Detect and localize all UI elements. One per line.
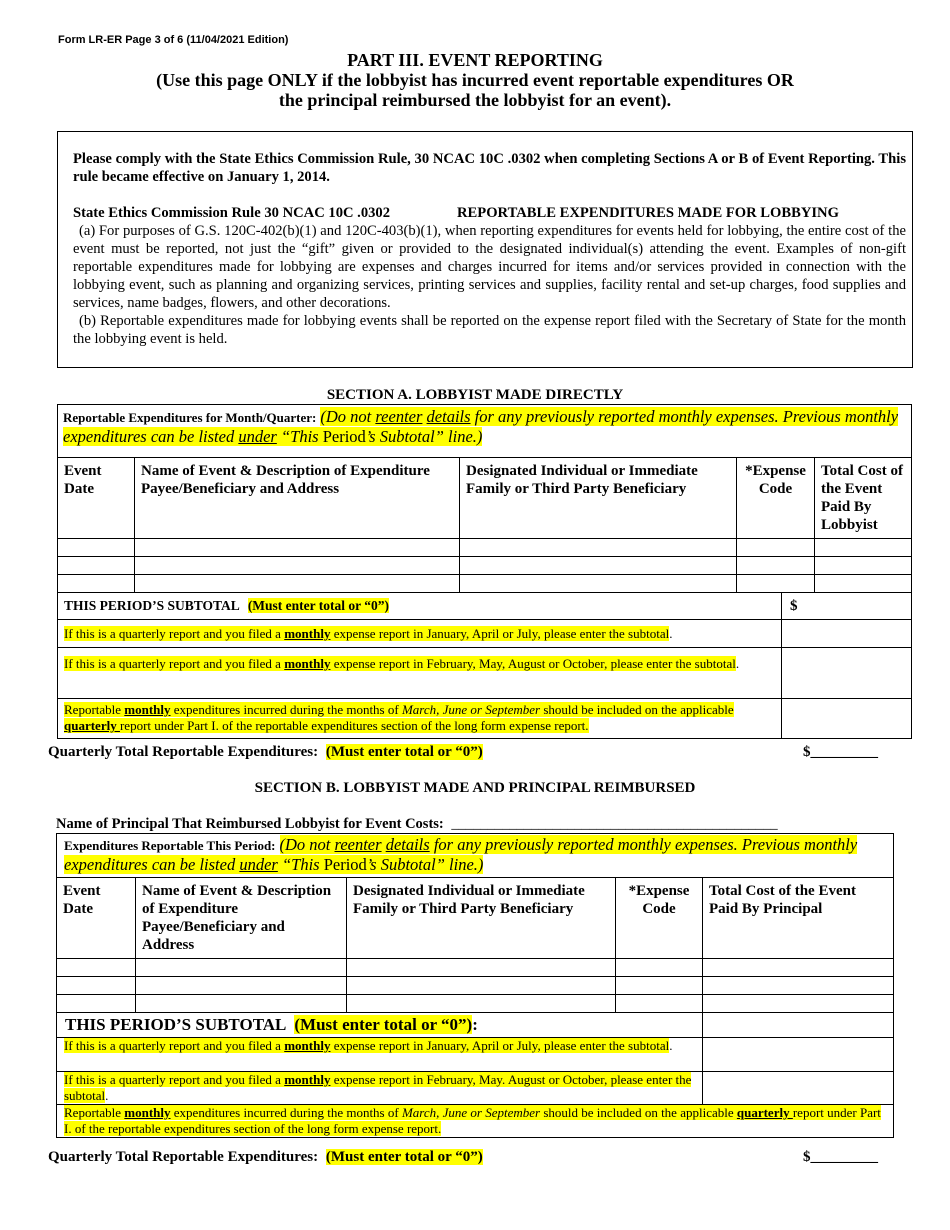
section-a-quarterly-blank[interactable]: $_________ xyxy=(803,744,878,760)
col-total-cost-lobbyist: Total Cost of the Event Paid By Lobbyist xyxy=(815,458,912,539)
section-b-period-label: Expenditures Reportable This Period: xyxy=(64,838,276,853)
q3-part: expenditures incurred during the months of xyxy=(170,702,402,717)
note-part: “This xyxy=(277,855,324,874)
note-subtotal: Subtotal xyxy=(379,427,435,446)
entry-cell[interactable] xyxy=(737,539,815,557)
q1-text xyxy=(64,1038,669,1053)
entry-cell[interactable] xyxy=(616,959,703,977)
q3-text xyxy=(64,1105,881,1136)
col-designated-individual: Designated Individual or Immediate Family or Third Party Beneficiary xyxy=(460,458,737,539)
entry-cell[interactable] xyxy=(347,959,616,977)
quarterly-must-note: (Must enter total or “0”) xyxy=(325,744,483,760)
entry-cell[interactable] xyxy=(815,557,912,575)
q3-part: report under Part I. of the reportable expenditures section of the long form expense report. xyxy=(119,718,589,733)
entry-cell[interactable] xyxy=(737,557,815,575)
entry-cell[interactable] xyxy=(136,959,347,977)
note-part: ” line.) xyxy=(435,855,484,874)
q2-pre: If this is a quarterly report and you filed a xyxy=(64,656,285,671)
q1-end: . xyxy=(669,625,673,641)
entry-cell[interactable] xyxy=(57,995,136,1013)
note-part: for any previously reported monthly expenses. Previous monthly expenditures can be listed xyxy=(63,407,899,446)
section-a-period-cell xyxy=(58,405,912,458)
col-expense-code: *Expense Code xyxy=(616,878,703,959)
principal-label: Name of Principal That Reimbursed Lobbyist for Event Costs: xyxy=(56,816,444,832)
col-total-cost-principal: Total Cost of the Event Paid By Principal xyxy=(703,878,894,959)
section-a-subtotal-input[interactable] xyxy=(782,593,912,620)
q3-part: Reportable xyxy=(64,1105,125,1120)
section-a-quarterly-total xyxy=(48,744,483,761)
section-b-q1-row xyxy=(57,1038,703,1072)
note-period: Period xyxy=(322,427,366,446)
q3-part: should be included on the applicable xyxy=(540,1105,737,1120)
note-part: ’s xyxy=(365,427,380,446)
rule-heading xyxy=(73,204,906,222)
entry-cell[interactable] xyxy=(616,995,703,1013)
section-b-title: SECTION B. LOBBYIST MADE AND PRINCIPAL REIMBURSED xyxy=(254,780,696,796)
section-b-subtotal-input[interactable] xyxy=(703,1013,894,1038)
note-period: Period xyxy=(323,855,367,874)
title-line-1: PART III. EVENT REPORTING xyxy=(347,50,603,70)
section-b-subtotal-row xyxy=(57,1013,703,1038)
note-reenter: reenter xyxy=(334,835,382,854)
col-designated-individual: Designated Individual or Immediate Family or Third Party Beneficiary xyxy=(347,878,616,959)
entry-cell[interactable] xyxy=(136,977,347,995)
section-b-q2-row xyxy=(57,1072,703,1105)
section-a-q2-row xyxy=(58,648,782,699)
section-b-period-cell xyxy=(57,834,894,878)
q2-text xyxy=(64,1072,691,1103)
entry-cell[interactable] xyxy=(58,557,135,575)
q1-text xyxy=(64,626,669,641)
q2-monthly: monthly xyxy=(284,1072,331,1087)
rule-subject: REPORTABLE EXPENDITURES MADE FOR LOBBYING xyxy=(457,205,839,221)
section-b-table xyxy=(56,833,894,1138)
q1-pre: If this is a quarterly report and you filed a xyxy=(64,1038,285,1053)
q1-monthly: monthly xyxy=(284,625,331,641)
note-reenter: reenter xyxy=(375,407,423,426)
q1-post: expense report in January, April or July, please enter the subtotal xyxy=(330,1038,670,1053)
q1-end: . xyxy=(669,1038,673,1053)
entry-cell[interactable] xyxy=(460,539,737,557)
principal-line xyxy=(56,816,778,833)
entry-cell[interactable] xyxy=(616,977,703,995)
section-a-table xyxy=(57,404,912,739)
q2-post: expense report in February, May. August or October, please enter the subtotal xyxy=(64,1072,692,1103)
section-a-q2-input[interactable] xyxy=(782,648,912,699)
subtotal-must-note: (Must enter total or “0”) xyxy=(247,598,390,613)
rule-box xyxy=(57,131,913,368)
q1-pre: If this is a quarterly report and you filed a xyxy=(64,625,285,641)
entry-cell[interactable] xyxy=(135,557,460,575)
quarterly-label: Quarterly Total Reportable Expenditures: xyxy=(48,744,319,760)
entry-cell[interactable] xyxy=(135,539,460,557)
q2-pre: If this is a quarterly report and you filed a xyxy=(64,1072,285,1087)
col-event-name: Name of Event & Description of Expenditure Payee/Beneficiary and Address xyxy=(135,458,460,539)
form-id: Form LR-ER Page 3 of 6 (11/04/2021 Edition) xyxy=(58,34,289,46)
q3-part: report under Part I. of the reportable expenditures section of the long form expense report. xyxy=(64,1105,881,1136)
section-a-q3-input xyxy=(782,699,912,739)
col-event-date: Event Date xyxy=(57,878,136,959)
entry-cell[interactable] xyxy=(58,575,135,593)
rule-citation: State Ethics Commission Rule 30 NCAC 10C .0302 xyxy=(73,205,391,221)
note-part: ’s xyxy=(366,855,381,874)
subtotal-colon: : xyxy=(472,1015,478,1034)
principal-blank[interactable]: _____________________________________________ xyxy=(451,816,778,832)
subtotal-label: THIS PERIOD’S SUBTOTAL xyxy=(64,598,240,613)
q2-text xyxy=(64,656,736,671)
section-b-q3-row xyxy=(57,1105,894,1138)
note-part: “This xyxy=(276,427,323,446)
q1-monthly: monthly xyxy=(284,1038,331,1053)
section-a-title: SECTION A. LOBBYIST MADE DIRECTLY xyxy=(326,387,624,403)
entry-cell[interactable] xyxy=(703,977,894,995)
q2-monthly: monthly xyxy=(284,656,331,671)
col-expense-code: *Expense Code xyxy=(737,458,815,539)
note-part: (Do not xyxy=(320,407,376,426)
note-part: ” line.) xyxy=(434,427,483,446)
q3-text xyxy=(64,702,734,733)
entry-cell[interactable] xyxy=(347,995,616,1013)
q3-part: should be included on the applicable xyxy=(540,702,734,717)
rule-para-a: (a) For purposes of G.S. 120C-402(b)(1) and 120C-403(b)(1), when reporting expenditures for events held for lobbying, the entire cost of the event must be reported, not just the “gift” given or provided to the designated individual(s) attending the event. Examples of non-gift reportable expenditures made for lobbying are expenses and charges incurred for items and/or services provided in connection with the lobbying event, such as planning and organizing services, printing services and supplies, facility rental and set-up charges, food supplies and services, name badges, flowers, and other decorations. xyxy=(73,223,906,311)
title-line-2: (Use this page ONLY if the lobbyist has incurred event reportable expenditures OR xyxy=(156,70,794,90)
entry-cell[interactable] xyxy=(703,959,894,977)
entry-cell[interactable] xyxy=(57,977,136,995)
subtotal-label: THIS PERIOD’S SUBTOTAL xyxy=(65,1015,287,1034)
q3-part: Reportable xyxy=(64,702,125,717)
quarterly-label: Quarterly Total Reportable Expenditures: xyxy=(48,1149,319,1165)
entry-cell[interactable] xyxy=(460,557,737,575)
quarterly-must-note: (Must enter total or “0”) xyxy=(325,1149,483,1165)
entry-cell[interactable] xyxy=(135,575,460,593)
q2-post: expense report in February, May, August or October, please enter the subtotal xyxy=(330,656,736,671)
q3-monthly: monthly xyxy=(124,1105,171,1120)
entry-cell[interactable] xyxy=(136,995,347,1013)
note-under: under xyxy=(238,427,277,446)
entry-cell[interactable] xyxy=(57,959,136,977)
col-event-name: Name of Event & Description of Expenditure Payee/Beneficiary and Address xyxy=(136,878,347,959)
comply-notice: Please comply with the State Ethics Commission Rule, 30 NCAC 10C .0302 when completing Sections A or B of Event Reporting. This rule became effective on January 1, 2014. xyxy=(73,151,906,185)
section-a-q3-row xyxy=(58,699,782,739)
q3-part: expenditures incurred during the months of xyxy=(170,1105,402,1120)
q3-quarterly: quarterly xyxy=(736,1105,793,1120)
q3-monthly: monthly xyxy=(124,702,171,717)
section-a-q1-input[interactable] xyxy=(782,620,912,648)
note-under: under xyxy=(239,855,278,874)
entry-cell[interactable] xyxy=(703,995,894,1013)
title-line-3: the principal reimbursed the lobbyist for an event). xyxy=(278,90,672,110)
section-b-q1-input[interactable] xyxy=(703,1038,894,1072)
col-event-date: Event Date xyxy=(58,458,135,539)
section-a-period-label: Reportable Expenditures for Month/Quarter: xyxy=(63,410,317,425)
dollar-sign: $ xyxy=(790,598,798,614)
section-b-q2-input[interactable] xyxy=(703,1072,894,1105)
section-b-quarterly-total xyxy=(48,1149,483,1166)
entry-cell[interactable] xyxy=(815,539,912,557)
entry-cell[interactable] xyxy=(815,575,912,593)
note-part: (Do not xyxy=(279,835,335,854)
subtotal-must-note: (Must enter total or “0”) xyxy=(294,1015,473,1034)
note-part: for any previously reported monthly expenses. Previous monthly expenditures can be listed xyxy=(64,835,858,874)
q2-end: . xyxy=(105,1088,109,1103)
q2-end: . xyxy=(735,656,740,671)
entry-cell[interactable] xyxy=(347,977,616,995)
note-details: details xyxy=(426,407,471,426)
note-subtotal: Subtotal xyxy=(380,855,436,874)
entry-cell[interactable] xyxy=(460,575,737,593)
page-title xyxy=(0,50,950,110)
q3-months: March, June or September xyxy=(401,702,541,717)
section-a-subtotal-row xyxy=(58,593,782,620)
rule-para-b: (b) Reportable expenditures made for lobbying events shall be reported on the expense report filed with the Secretary of State for the month the lobbying event is held. xyxy=(73,313,906,347)
entry-cell[interactable] xyxy=(737,575,815,593)
entry-cell[interactable] xyxy=(58,539,135,557)
q1-post: expense report in January, April or July, please enter the subtotal xyxy=(330,625,670,641)
note-details: details xyxy=(385,835,430,854)
section-b-quarterly-blank[interactable]: $_________ xyxy=(803,1149,878,1165)
q3-months: March, June or September xyxy=(401,1105,541,1120)
q3-quarterly: quarterly xyxy=(64,718,120,733)
section-a-q1-row xyxy=(58,620,782,648)
